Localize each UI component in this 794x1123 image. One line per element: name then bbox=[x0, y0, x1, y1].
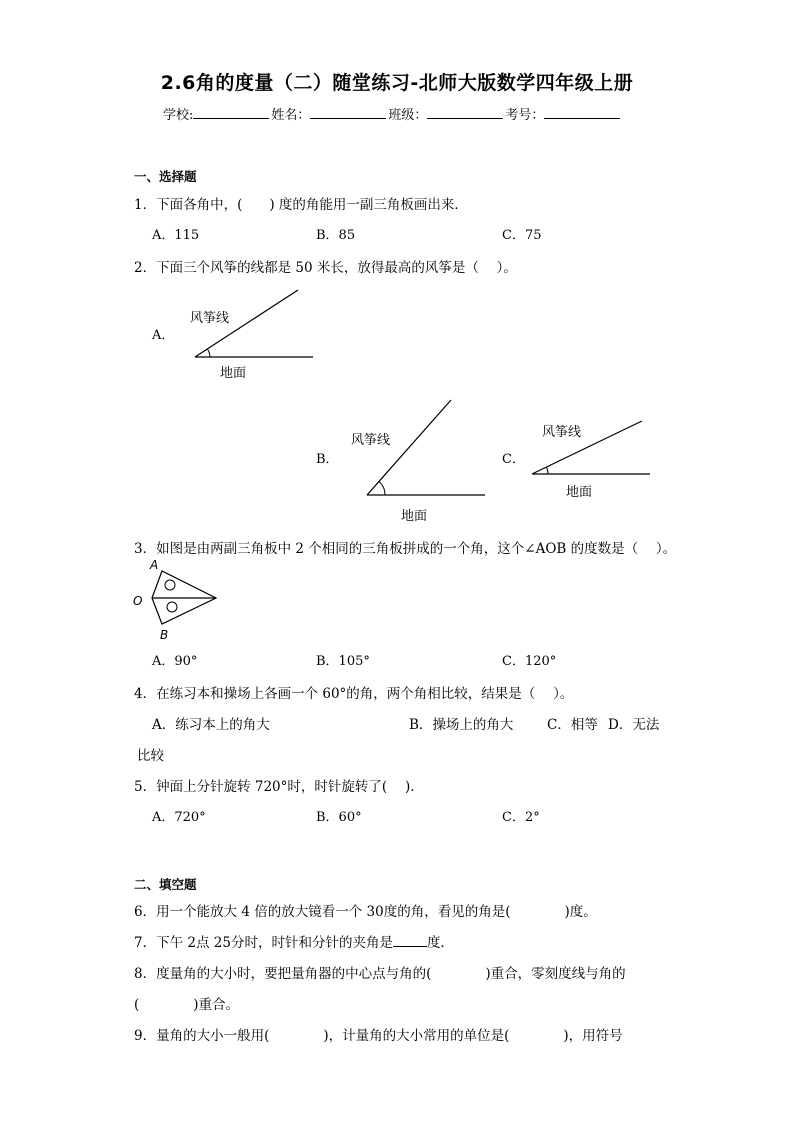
name-blank[interactable] bbox=[310, 106, 386, 119]
q1-option-c[interactable]: C．75 bbox=[502, 228, 542, 243]
kite-figure-c bbox=[532, 421, 650, 500]
q2-option-a[interactable]: A． bbox=[152, 328, 175, 343]
q4-option-a[interactable]: A．练习本上的角大 bbox=[152, 717, 270, 733]
school-blank[interactable] bbox=[193, 106, 269, 119]
question-7-text: 7．下午 2点 25分时，时针和分针的夹角是 bbox=[134, 935, 393, 951]
number-label: 考号： bbox=[505, 108, 545, 123]
ground-label-c: 地面 bbox=[566, 485, 593, 500]
question-8: 8．度量角的大小时，要把量角器的中心点与角的( )重合，零刻度线与角的 bbox=[134, 966, 626, 982]
q2-option-c[interactable]: C． bbox=[502, 452, 525, 467]
ground-label-a: 地面 bbox=[220, 366, 247, 381]
question-5: 5．钟面上分针旋转 720°时，时针旋转了( )． bbox=[134, 779, 424, 795]
number-blank[interactable] bbox=[544, 106, 620, 119]
question-1: 1．下面各角中，( ) 度的角能用一副三角板画出来． bbox=[134, 197, 468, 213]
kite-line-label-b: 风筝线 bbox=[351, 433, 391, 448]
vertex-b-label: B bbox=[160, 628, 169, 642]
question-7 bbox=[134, 931, 454, 951]
q3-option-b[interactable]: B．105° bbox=[316, 654, 370, 669]
section-fill-heading: 二、填空题 bbox=[134, 877, 197, 892]
question-3: 3．如图是由两副三角板中 2 个相同的三角板拼成的一个角，这个∠AOB 的度数是（ ）。 bbox=[134, 541, 677, 557]
vertex-o-label: O bbox=[133, 594, 143, 608]
question-4: 4．在练习本和操场上各画一个 60°的角，两个角相比较，结果是（ ）。 bbox=[134, 686, 574, 702]
section-choice-heading: 一、选择题 bbox=[134, 169, 197, 184]
q3-option-c[interactable]: C．120° bbox=[502, 654, 557, 669]
class-label: 班级： bbox=[388, 108, 428, 123]
q3-option-a[interactable]: A．90° bbox=[152, 654, 198, 669]
q5-option-b[interactable]: B．60° bbox=[316, 810, 362, 825]
page-title: 2.6角的度量（二）随堂练习-北师大版数学四年级上册 bbox=[160, 72, 634, 94]
ground-label-b: 地面 bbox=[401, 509, 428, 524]
kite-line-label-a: 风筝线 bbox=[190, 311, 230, 326]
q4-option-d[interactable]: D．无法 bbox=[608, 717, 660, 733]
question-2: 2．下面三个风筝的线都是 50 米长，放得最高的风筝是（ ）。 bbox=[134, 260, 517, 276]
q2-option-b[interactable]: B． bbox=[316, 452, 339, 467]
kite-figure-a bbox=[190, 290, 313, 381]
q5-option-a[interactable]: A．720° bbox=[152, 810, 206, 825]
q4-option-b[interactable]: B．操场上的角大 bbox=[409, 717, 514, 733]
q7-answer-blank[interactable] bbox=[393, 934, 427, 947]
school-label: 学校: bbox=[163, 108, 194, 123]
name-label: 姓名： bbox=[271, 108, 311, 123]
question-9: 9．量角的大小一般用( )，计量角的大小常用的单位是( )，用符号 bbox=[134, 1028, 623, 1044]
student-info bbox=[163, 104, 622, 123]
question-7-unit: 度． bbox=[426, 935, 454, 951]
triangle-figure bbox=[128, 556, 228, 646]
q4-option-d-continued: 比较 bbox=[137, 748, 164, 764]
q1-option-a[interactable]: A．115 bbox=[152, 228, 200, 243]
question-6: 6．用一个能放大 4 倍的放大镜看一个 30度的角，看见的角是( )度。 bbox=[134, 904, 597, 920]
q1-option-b[interactable]: B．85 bbox=[316, 228, 356, 243]
class-blank[interactable] bbox=[427, 106, 503, 119]
kite-line-label-c: 风筝线 bbox=[542, 425, 582, 440]
kite-figure-b bbox=[351, 400, 485, 524]
q5-option-c[interactable]: C．2° bbox=[502, 810, 540, 825]
kite-figures bbox=[180, 280, 660, 530]
vertex-a-label: A bbox=[150, 558, 159, 572]
question-8-continued: ( )重合。 bbox=[134, 997, 240, 1013]
q4-option-c[interactable]: C．相等 bbox=[547, 717, 598, 733]
